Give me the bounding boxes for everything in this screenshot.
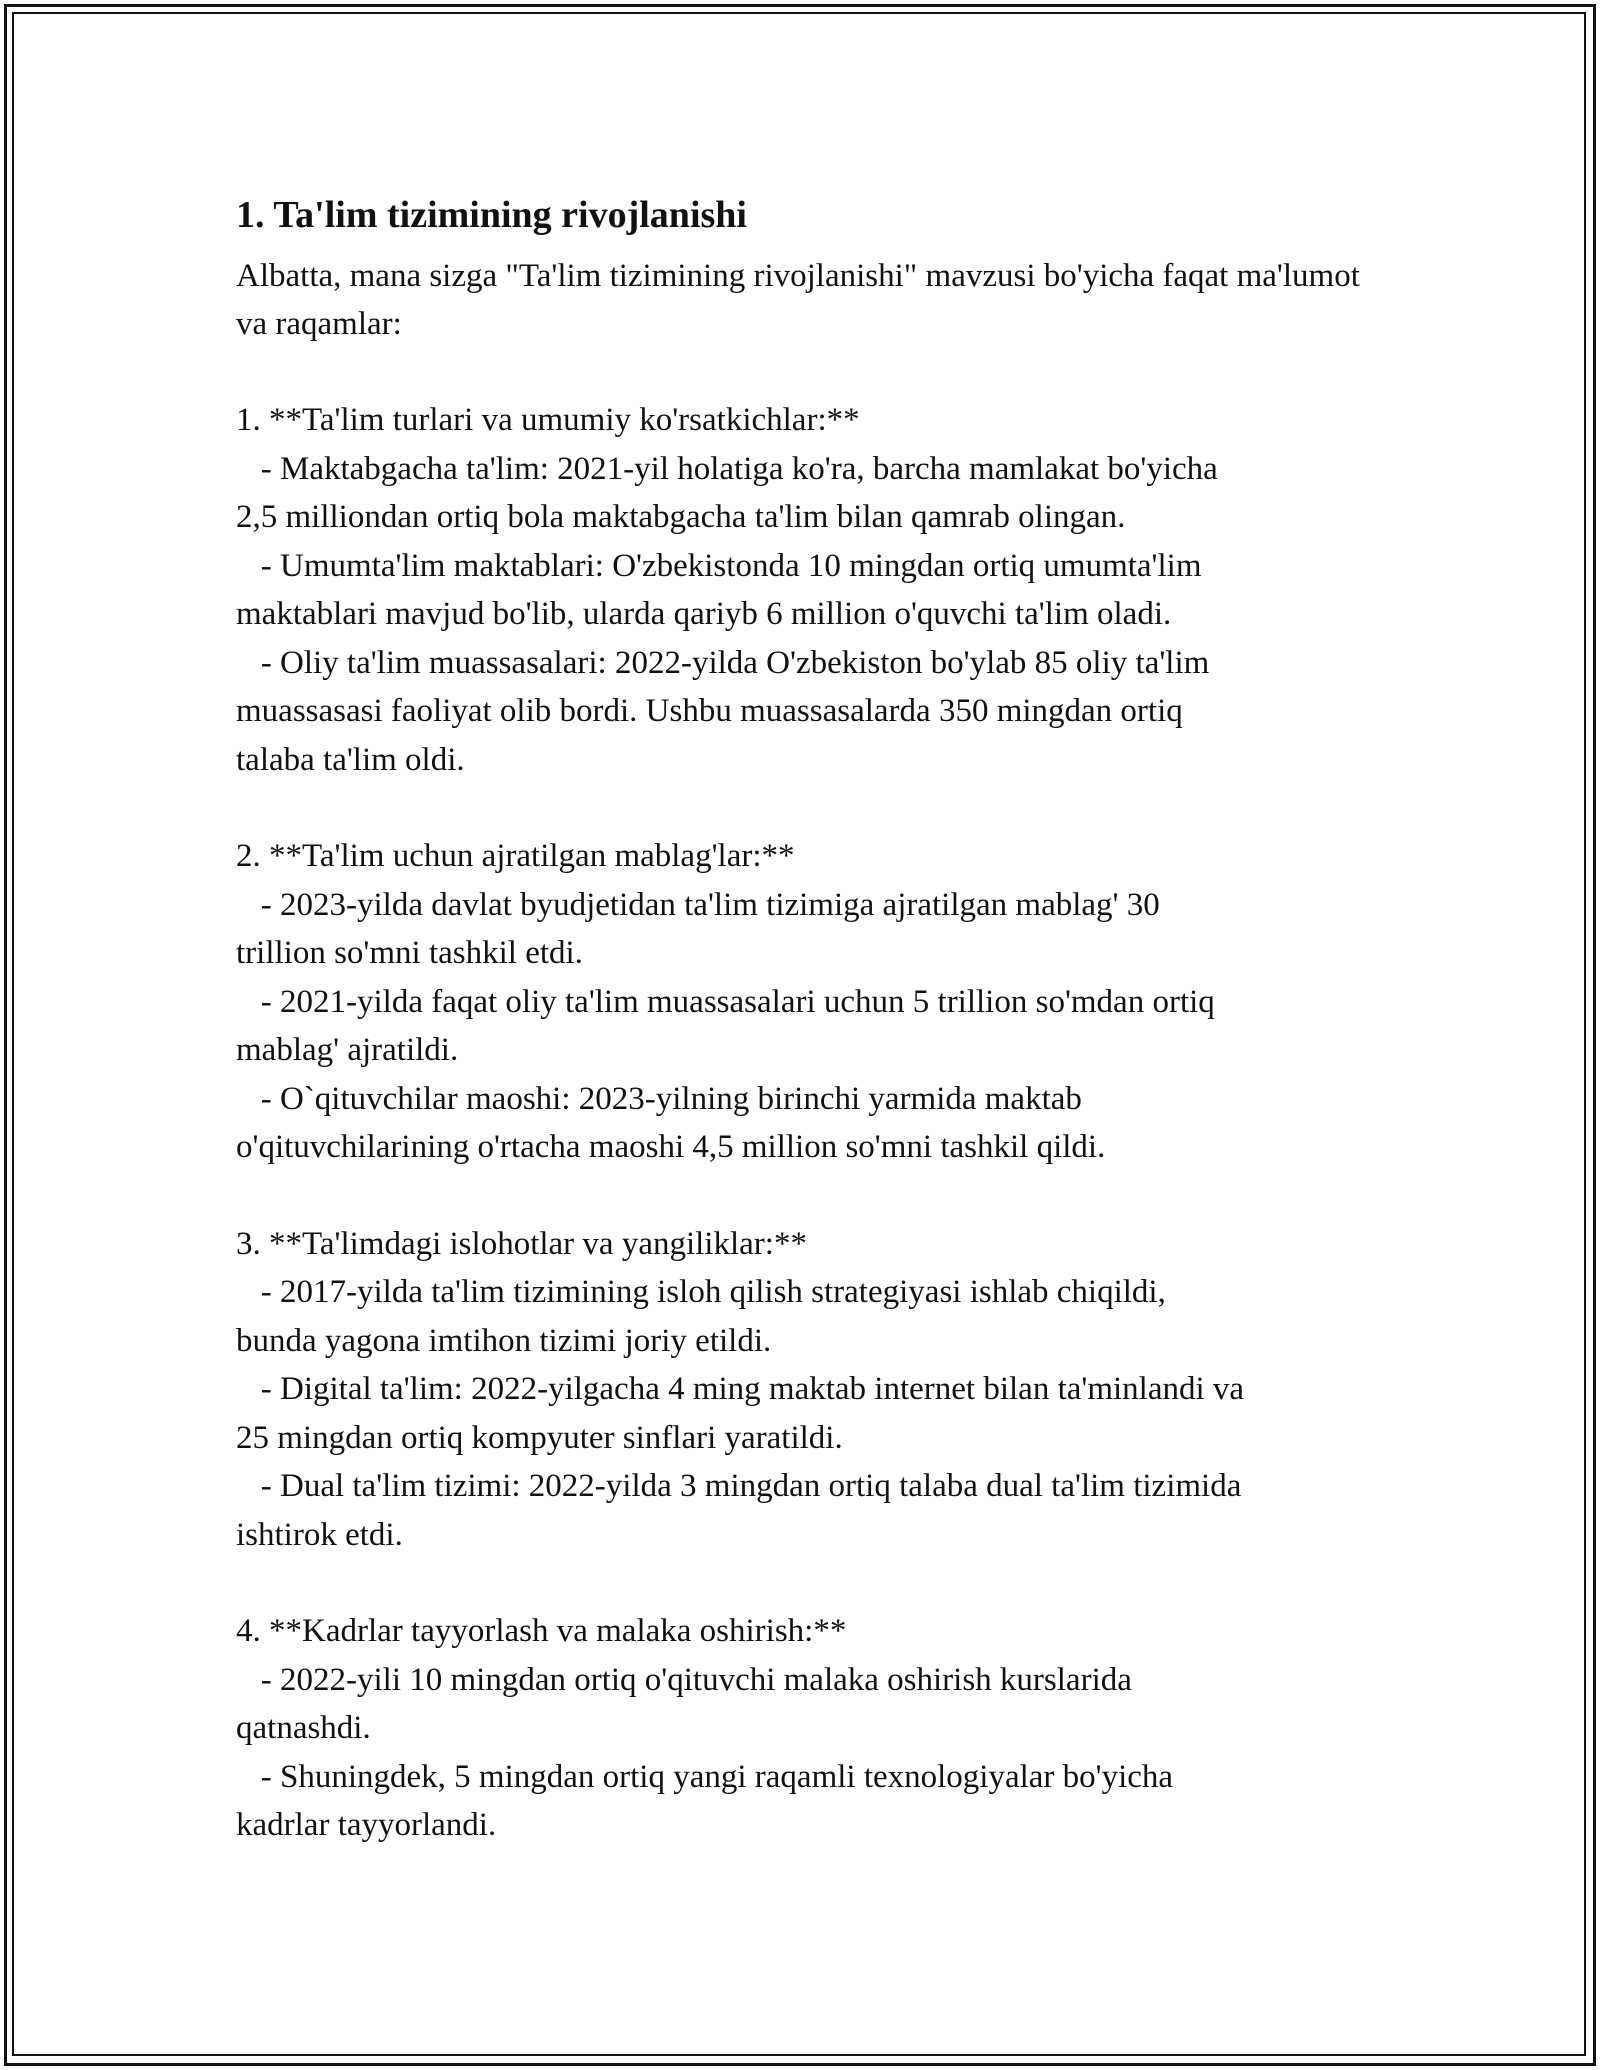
bullet-item: - Shuningdek, 5 mingdan ortiq yangi raqamli texnologiyalar bo'yicha kadrlar tayyorlandi. [236,1758,1174,1843]
bullet-item: - 2021-yilda faqat oliy ta'lim muassasalari uchun 5 trillion so'mdan ortiq mablag' ajratildi. [236,983,1215,1068]
bullet-item: - 2023-yilda davlat byudjetidan ta'lim tizimiga ajratilgan mablag' 30 trillion so'mni tashkil etdi. [236,886,1160,971]
bullet-item: - Digital ta'lim: 2022-yilgacha 4 ming maktab internet bilan ta'minlandi va 25 mingdan ortiq kompyuter sinflari yaratildi. [236,1371,1245,1456]
section-1 [236,396,1366,784]
bullet-item: - Dual ta'lim tizimi: 2022-yilda 3 mingdan ortiq talaba dual ta'lim tizimida ishtirok etdi. [236,1468,1242,1553]
section-3 [236,1220,1366,1560]
section-2 [236,832,1366,1172]
section-4 [236,1607,1366,1850]
section-title: 2. **Ta'lim uchun ajratilgan mablag'lar:** [236,838,795,874]
bullet-item: - Umumta'lim maktablari: O'zbekistonda 10 mingdan ortiq umumta'lim maktablari mavjud bo'lib, ularda qariyb 6 million o'quvchi ta'lim oladi. [236,547,1202,632]
bullet-item: - 2022-yili 10 mingdan ortiq o'qituvchi malaka oshirish kurslarida qatnashdi. [236,1661,1132,1746]
document-heading: 1. Ta'lim tizimining rivojlanishi [236,194,747,236]
bullet-item: - 2017-yilda ta'lim tizimining isloh qilish strategiyasi ishlab chiqildi, bunda yagona imtihon tizimi joriy etildi. [236,1274,1166,1359]
document-body [236,190,1366,1850]
section-title: 3. **Ta'limdagi islohotlar va yangiliklar:** [236,1225,807,1262]
section-title: 4. **Kadrlar tayyorlash va malaka oshirish:** [236,1613,847,1649]
bullet-item: - Maktabgacha ta'lim: 2021-yil holatiga ko'ra, barcha mamlakat bo'yicha 2,5 milliondan ortiq bola maktabgacha ta'lim bilan qamrab olingan. [236,450,1218,535]
bullet-item: - O`qituvchilar maoshi: 2023-yilning birinchi yarmida maktab o'qituvchilarining o'rtacha maoshi 4,5 million so'mni tashkil qildi. [236,1080,1106,1165]
section-title: 1. **Ta'lim turlari va umumiy ko'rsatkichlar:** [236,402,860,438]
bullet-item: - Oliy ta'lim muassasalari: 2022-yilda O'zbekiston bo'ylab 85 oliy ta'lim muassasasi faoliyat olib bordi. Ushbu muassasalarda 350 mingdan ortiq talaba ta'lim oldi. [236,644,1210,778]
intro-paragraph: Albatta, mana sizga "Ta'lim tizimining rivojlanishi" mavzusi bo'yicha faqat ma'lumot va raqamlar: [236,258,1360,342]
